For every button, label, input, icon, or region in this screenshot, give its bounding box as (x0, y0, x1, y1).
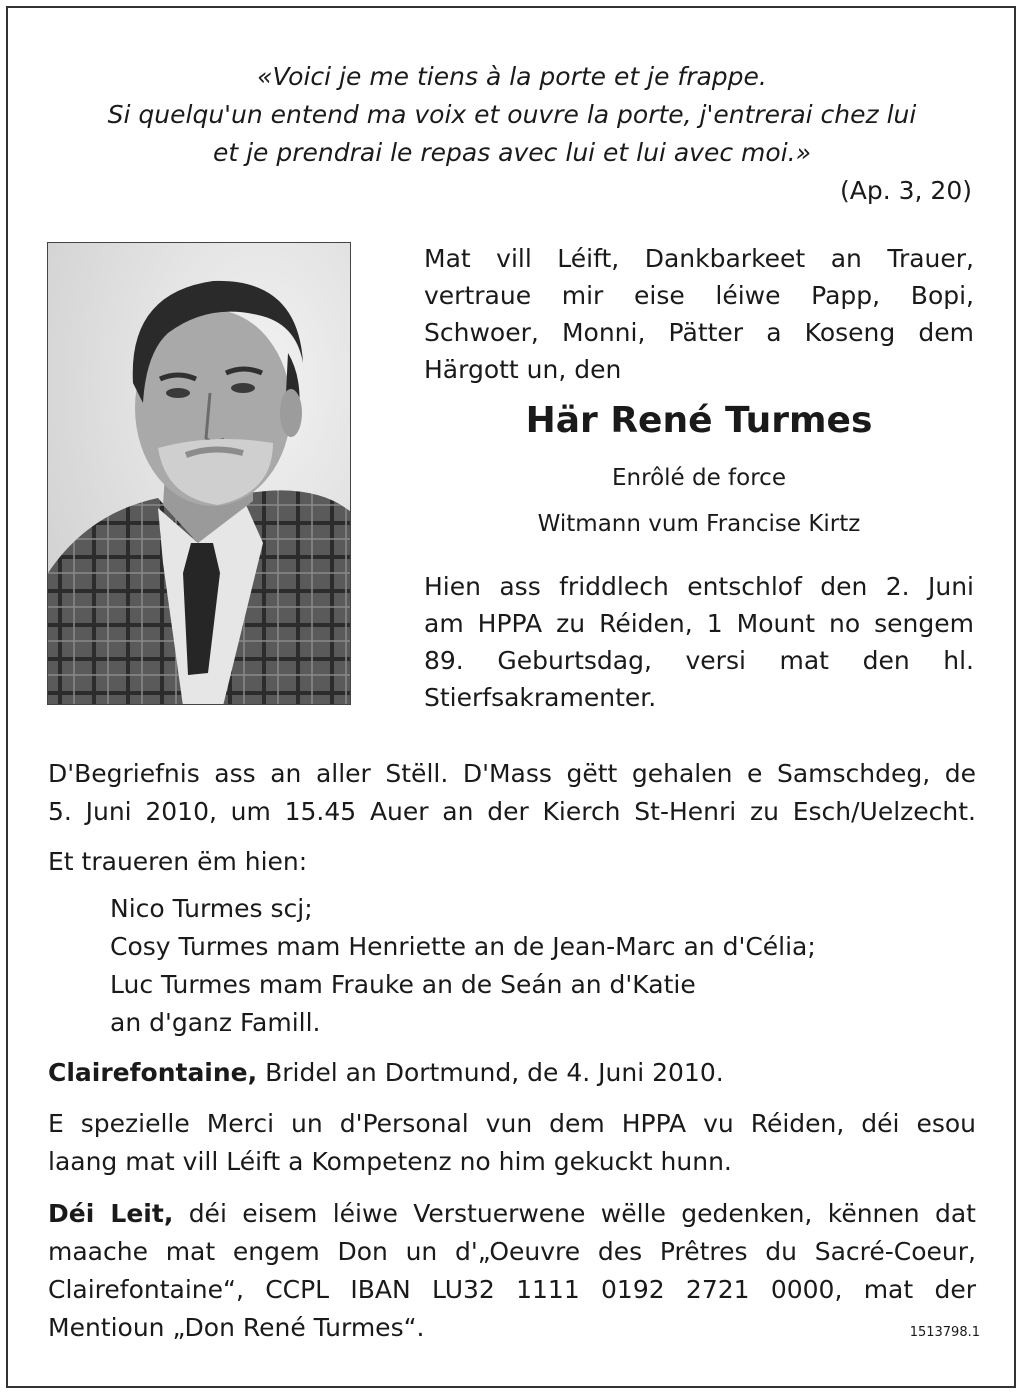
bible-quote (40, 58, 984, 172)
list-item: Cosy Turmes mam Henriette an de Jean-Marc an d'Célia; (110, 932, 816, 961)
funeral-line-1: D'Begriefnis ass an aller Stëll. D'Mass gëtt gehalen e Samschdeg, de (48, 759, 976, 788)
donation-line-3: Clairefontaine“, CCPL IBAN LU32 1111 0192 2721 0000, mat der (48, 1275, 976, 1304)
list-item: Luc Turmes mam Frauke an de Seán an d'Katie (110, 970, 696, 999)
death-line-2: am HPPA zu Réiden, 1 Mount no sengem (424, 609, 974, 638)
thanks-text (48, 1105, 976, 1181)
intro-text (424, 240, 974, 388)
deceased-title: Enrôlé de force (612, 465, 786, 491)
mourners-list (110, 890, 816, 1042)
intro-line-1: Mat vill Léift, Dankbarkeet an Trauer, (424, 244, 974, 273)
intro-line-3: Schwoer, Monni, Pätter a Koseng dem (424, 318, 974, 347)
death-line-4: Stierfsakramenter. (424, 683, 657, 712)
list-item: Nico Turmes scj; (110, 894, 313, 923)
donation-text (48, 1195, 976, 1347)
ad-code: 1513798.1 (909, 1325, 980, 1340)
thanks-line-2: laang mat vill Léift a Kompetenz no him gekuckt hunn. (48, 1147, 732, 1176)
intro-line-4: Härgott un, den (424, 355, 622, 384)
funeral-text (48, 755, 976, 831)
quote-line-3: et je prendrai le repas avec lui et lui avec moi.» (212, 138, 812, 167)
death-text (424, 568, 974, 716)
death-line-1: Hien ass friddlech entschlof den 2. Juni (424, 572, 974, 601)
deceased-name: Här René Turmes (525, 400, 873, 441)
donation-line-1 (48, 1195, 976, 1233)
intro-line-2: vertraue mir eise léiwe Papp, Bopi, (424, 281, 974, 310)
deceased-widower: Witmann vum Francise Kirtz (537, 511, 861, 537)
donation-line-2: maache mat engem Don un d'„Oeuvre des Prêtres du Sacré-Coeur, (48, 1237, 976, 1266)
death-line-3: 89. Geburtsdag, versi mat den hl. (424, 646, 974, 675)
donation-line-1-rest: déi eisem léiwe Verstuerwene wëlle gedenken, kënnen dat (173, 1199, 976, 1228)
portrait-photo-icon (48, 243, 351, 705)
place-rest: Bridel an Dortmund, de 4. Juni 2010. (257, 1058, 724, 1087)
quote-reference: (Ap. 3, 20) (840, 176, 972, 205)
place-date (48, 1058, 724, 1087)
donation-bold: Déi Leit, (48, 1199, 174, 1228)
portrait-photo (47, 242, 351, 705)
thanks-line-1: E spezielle Merci un d'Personal vun dem HPPA vu Réiden, déi esou (48, 1109, 976, 1138)
quote-line-1: «Voici je me tiens à la porte et je frappe. (257, 62, 767, 91)
list-item: an d'ganz Famill. (110, 1008, 321, 1037)
mourners-intro: Et traueren ëm hien: (48, 847, 308, 876)
funeral-line-2: 5. Juni 2010, um 15.45 Auer an der Kierch St-Henri zu Esch/Uelzecht. (48, 797, 976, 826)
quote-line-2: Si quelqu'un entend ma voix et ouvre la porte, j'entrerai chez lui (107, 100, 917, 129)
place-name: Clairefontaine, (48, 1058, 258, 1087)
donation-line-4: Mentioun „Don René Turmes“. (48, 1313, 425, 1342)
